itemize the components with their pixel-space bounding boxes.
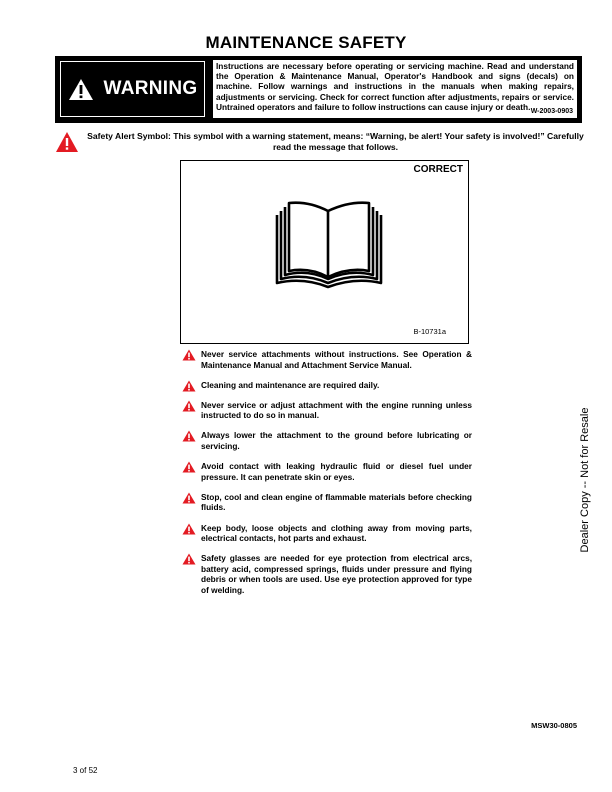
page-title: MAINTENANCE SAFETY [205, 33, 407, 52]
list-item [182, 349, 472, 370]
instruction-list [182, 349, 472, 605]
list-item-text: Avoid contact with leaking hydraulic fluid or diesel fuel under pressure. It can penetrate skin or eyes. [201, 461, 472, 482]
warning-triangle-icon [182, 553, 196, 565]
warning-text: Instructions are necessary before operating or servicing machine. Read and understand the Operation & Maintenance Manual, Operator's Handbook and signs (decals) on machine. Follow warnings and instructions in the manuals when making repairs, adjustments or servicing. Check for correct function after adjustments, repairs or service. Untrained operators and failure to follow instructions can cause injury or death. [216, 61, 574, 112]
warning-triangle-icon [182, 461, 196, 473]
list-item-text: Never service attachments without instructions. See Operation & Maintenance Manual and Attachment Service Manual. [201, 349, 472, 370]
figure-caption: CORRECT [413, 164, 463, 175]
page-number: 3 of 52 [73, 766, 98, 775]
list-item-text: Never service or adjust attachment with the engine running unless instructed to do so in manual. [201, 399, 472, 421]
warning-triangle-icon [182, 380, 196, 392]
list-item [182, 380, 472, 391]
figure-id: B-10731a [413, 327, 446, 336]
warning-triangle-icon [182, 430, 196, 442]
warning-triangle-icon [55, 131, 79, 153]
safety-alert-text: Safety Alert Symbol: This symbol with a warning statement, means: “Warning, be alert! Your safety is involved!” Carefully read the message that follows. [87, 131, 584, 152]
warning-word: WARNING [103, 78, 198, 99]
dealer-copy-text: Dealer Copy -- Not for Resale [579, 407, 591, 553]
warning-triangle-icon [182, 523, 196, 535]
list-item [182, 553, 472, 595]
list-item-text: Keep body, loose objects and clothing away from moving parts, electrical contacts, hot parts and exhaust. [201, 522, 472, 544]
warning-text-box [213, 60, 577, 118]
list-item [182, 400, 472, 421]
warning-code: W-2003-0903 [530, 107, 573, 115]
list-item [182, 523, 472, 544]
list-item-text: Always lower the attachment to the ground before lubricating or servicing. [201, 430, 472, 452]
figure-box [180, 160, 469, 344]
warning-triangle-icon [182, 349, 196, 361]
list-item [182, 461, 472, 482]
warning-label [60, 61, 205, 117]
warning-triangle-icon [182, 400, 196, 412]
open-book-icon [273, 201, 385, 291]
warning-triangle-icon [182, 492, 196, 504]
list-item-text: Stop, cool and clean engine of flammable materials before checking fluids. [201, 491, 472, 513]
list-item [182, 492, 472, 513]
warning-triangle-icon [68, 78, 94, 101]
list-item-text: Safety glasses are needed for eye protection from electrical arcs, battery acid, compressed springs, fluids under pressure and flying debris or when tools are used. Use eye protection approved for type of welding. [201, 553, 472, 595]
document-code: MSW30-0805 [531, 721, 577, 730]
list-item-text: Cleaning and maintenance are required daily. [201, 379, 380, 390]
list-item [182, 430, 472, 451]
